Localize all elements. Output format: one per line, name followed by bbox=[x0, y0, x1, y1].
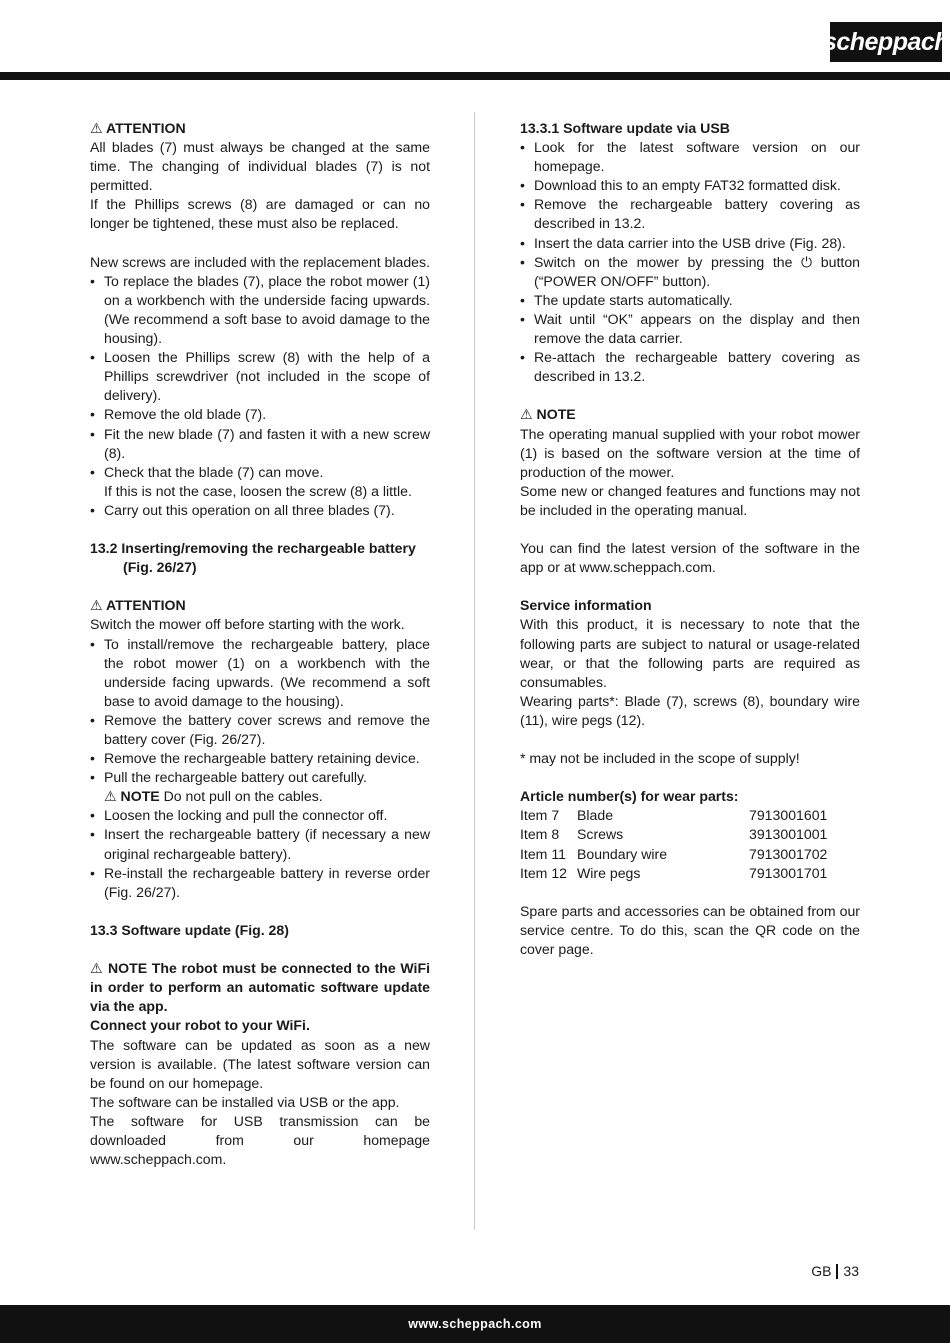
description-cell: Wire pegs bbox=[577, 864, 641, 881]
note-label: ⚠ NOTE bbox=[104, 788, 160, 805]
left-column bbox=[90, 119, 430, 1169]
update-paragraph: The software can be updated as soon as a new version is available. (The latest software version can be found on our homepage. bbox=[90, 1036, 430, 1091]
page-language: GB bbox=[811, 1263, 832, 1279]
footer-bar bbox=[0, 1305, 950, 1343]
list-item: • Remove the rechargeable battery covering as described in 13.2. bbox=[520, 195, 860, 233]
description-cell: Screws bbox=[577, 826, 624, 843]
page-number-separator bbox=[836, 1264, 838, 1279]
article-number-cell: 7913001701 bbox=[749, 864, 828, 881]
service-heading: Service information bbox=[520, 597, 652, 614]
article-number-cell: 7913001601 bbox=[749, 807, 828, 824]
list-item: • To replace the blades (7), place the robot mower (1) on a workbench with the underside facing upwards. (We recommend a soft base to avoid damage to the housing). bbox=[90, 272, 430, 348]
list-item: • Remove the battery cover screws and remove the battery cover (Fig. 26/27). bbox=[90, 711, 430, 749]
cable-note bbox=[104, 787, 430, 806]
spare-parts-paragraph: Spare parts and accessories can be obtained from our service centre. To do this, scan the QR code on the cover page. bbox=[520, 902, 860, 958]
list-item: • Remove the rechargeable battery retaining device. bbox=[90, 749, 430, 768]
description-cell: Boundary wire bbox=[577, 845, 668, 862]
list-item: • Re-attach the rechargeable battery covering as described in 13.2. bbox=[520, 348, 860, 386]
list-item: • Re-install the rechargeable battery in reverse order (Fig. 26/27). bbox=[90, 864, 430, 902]
table-row bbox=[520, 825, 827, 844]
section-heading-continued: (Fig. 26/27) bbox=[123, 559, 197, 576]
list-item: • Carry out this operation on all three blades (7). bbox=[90, 501, 430, 520]
list-item: • The update starts automatically. bbox=[520, 291, 860, 310]
section-heading: 13.2 Inserting/removing the rechargeable battery bbox=[90, 540, 416, 557]
item-cell: Item 12 bbox=[520, 864, 568, 881]
wifi-note: ⚠ NOTE The robot must be connected to the WiFi in order to perform an automatic software update via the app. bbox=[90, 960, 430, 1015]
page-number bbox=[811, 1263, 859, 1279]
latest-version-paragraph: You can find the latest version of the software in the app or at www.scheppach.com. bbox=[520, 540, 860, 576]
right-column bbox=[520, 119, 860, 959]
update-paragraph: The software for USB transmission can be downloaded from our homepage www.scheppach.com. bbox=[90, 1112, 430, 1168]
attention-heading: ⚠ ATTENTION bbox=[90, 597, 186, 614]
list-item bbox=[90, 768, 430, 806]
list-item: • To install/remove the rechargeable battery, place the robot mower (1) on a workbench with the underside facing upwards. (We recommend a soft base to avoid damage to the housing). bbox=[90, 635, 430, 711]
list-item: • Fit the new blade (7) and fasten it with a new screw (8). bbox=[90, 425, 430, 463]
list-item-text: Check that the blade (7) can move. bbox=[104, 463, 324, 480]
article-number-cell: 7913001702 bbox=[749, 845, 828, 862]
table-row bbox=[520, 806, 827, 825]
wearing-parts-paragraph: Wearing parts*: Blade (7), screws (8), boundary wire (11), wire pegs (12). bbox=[520, 692, 860, 728]
wifi-connect-note: Connect your robot to your WiFi. bbox=[90, 1017, 310, 1034]
list-item: • Insert the data carrier into the USB drive (Fig. 28). bbox=[520, 234, 860, 253]
section-heading: 13.3 Software update (Fig. 28) bbox=[90, 921, 289, 938]
footer-url: www.scheppach.com bbox=[408, 1317, 542, 1331]
list-item: • Wait until “OK” appears on the display and then remove the data carrier. bbox=[520, 310, 860, 348]
page-number-value: 33 bbox=[843, 1263, 859, 1279]
note-heading: ⚠ NOTE bbox=[520, 406, 576, 423]
parts-table bbox=[520, 806, 827, 882]
list-item bbox=[90, 463, 430, 501]
list-item: • Loosen the Phillips screw (8) with the help of a Phillips screwdriver (not included in the scope of delivery). bbox=[90, 348, 430, 405]
service-paragraph: With this product, it is necessary to note that the following parts are subject to natural or usage-related wear, or that the following parts are required as consumables. bbox=[520, 616, 860, 690]
list-item: • Switch on the mower by pressing the ⏻ button (“POWER ON/OFF” button). bbox=[520, 253, 860, 291]
note-paragraph: The operating manual supplied with your robot mower (1) is based on the software version at the time of production of the mower. bbox=[520, 425, 860, 480]
attention-paragraph: All blades (7) must always be changed at the same time. The changing of individual blades (7) is not permitted. bbox=[90, 139, 430, 194]
list-item-subtext: If this is not the case, loosen the screw (8) a little. bbox=[104, 482, 412, 499]
battery-steps-list bbox=[90, 635, 430, 902]
attention-heading: ⚠ ATTENTION bbox=[90, 120, 186, 136]
list-item: • Loosen the locking and pull the connector off. bbox=[90, 806, 430, 825]
item-cell: Item 7 bbox=[520, 807, 560, 824]
note-paragraph: Some new or changed features and functions may not be included in the operating manual. bbox=[520, 482, 860, 518]
table-row bbox=[520, 845, 827, 864]
list-item: • Insert the rechargeable battery (if necessary a new original rechargeable battery). bbox=[90, 825, 430, 863]
description-cell: Blade bbox=[577, 807, 614, 824]
footnote: * may not be included in the scope of supply! bbox=[520, 750, 800, 767]
item-cell: Item 8 bbox=[520, 826, 560, 843]
list-item: • Remove the old blade (7). bbox=[90, 405, 430, 424]
brand-logo bbox=[822, 22, 950, 62]
blade-steps-list bbox=[90, 272, 430, 520]
header-bar bbox=[0, 72, 950, 80]
brand-logo-text: scheppach bbox=[822, 27, 950, 56]
screws-intro: New screws are included with the replacement blades. bbox=[90, 253, 430, 270]
column-divider bbox=[474, 112, 475, 1230]
section-heading: 13.3.1 Software update via USB bbox=[520, 120, 730, 136]
note-text: Do not pull on the cables. bbox=[159, 788, 323, 805]
update-paragraph: The software can be installed via USB or the app. bbox=[90, 1093, 400, 1110]
table-row bbox=[520, 864, 827, 883]
usb-steps-list bbox=[520, 138, 860, 386]
item-cell: Item 11 bbox=[520, 845, 566, 862]
article-number-cell: 3913001001 bbox=[749, 826, 828, 843]
attention-paragraph: Switch the mower off before starting with the work. bbox=[90, 616, 405, 633]
list-item: • Download this to an empty FAT32 formatted disk. bbox=[520, 176, 860, 195]
list-item-text: Pull the rechargeable battery out carefully. bbox=[104, 769, 367, 786]
attention-paragraph: If the Phillips screws (8) are damaged or can no longer be tightened, these must also be replaced. bbox=[90, 196, 430, 232]
list-item: • Look for the latest software version on our homepage. bbox=[520, 138, 860, 176]
article-heading: Article number(s) for wear parts: bbox=[520, 788, 739, 805]
